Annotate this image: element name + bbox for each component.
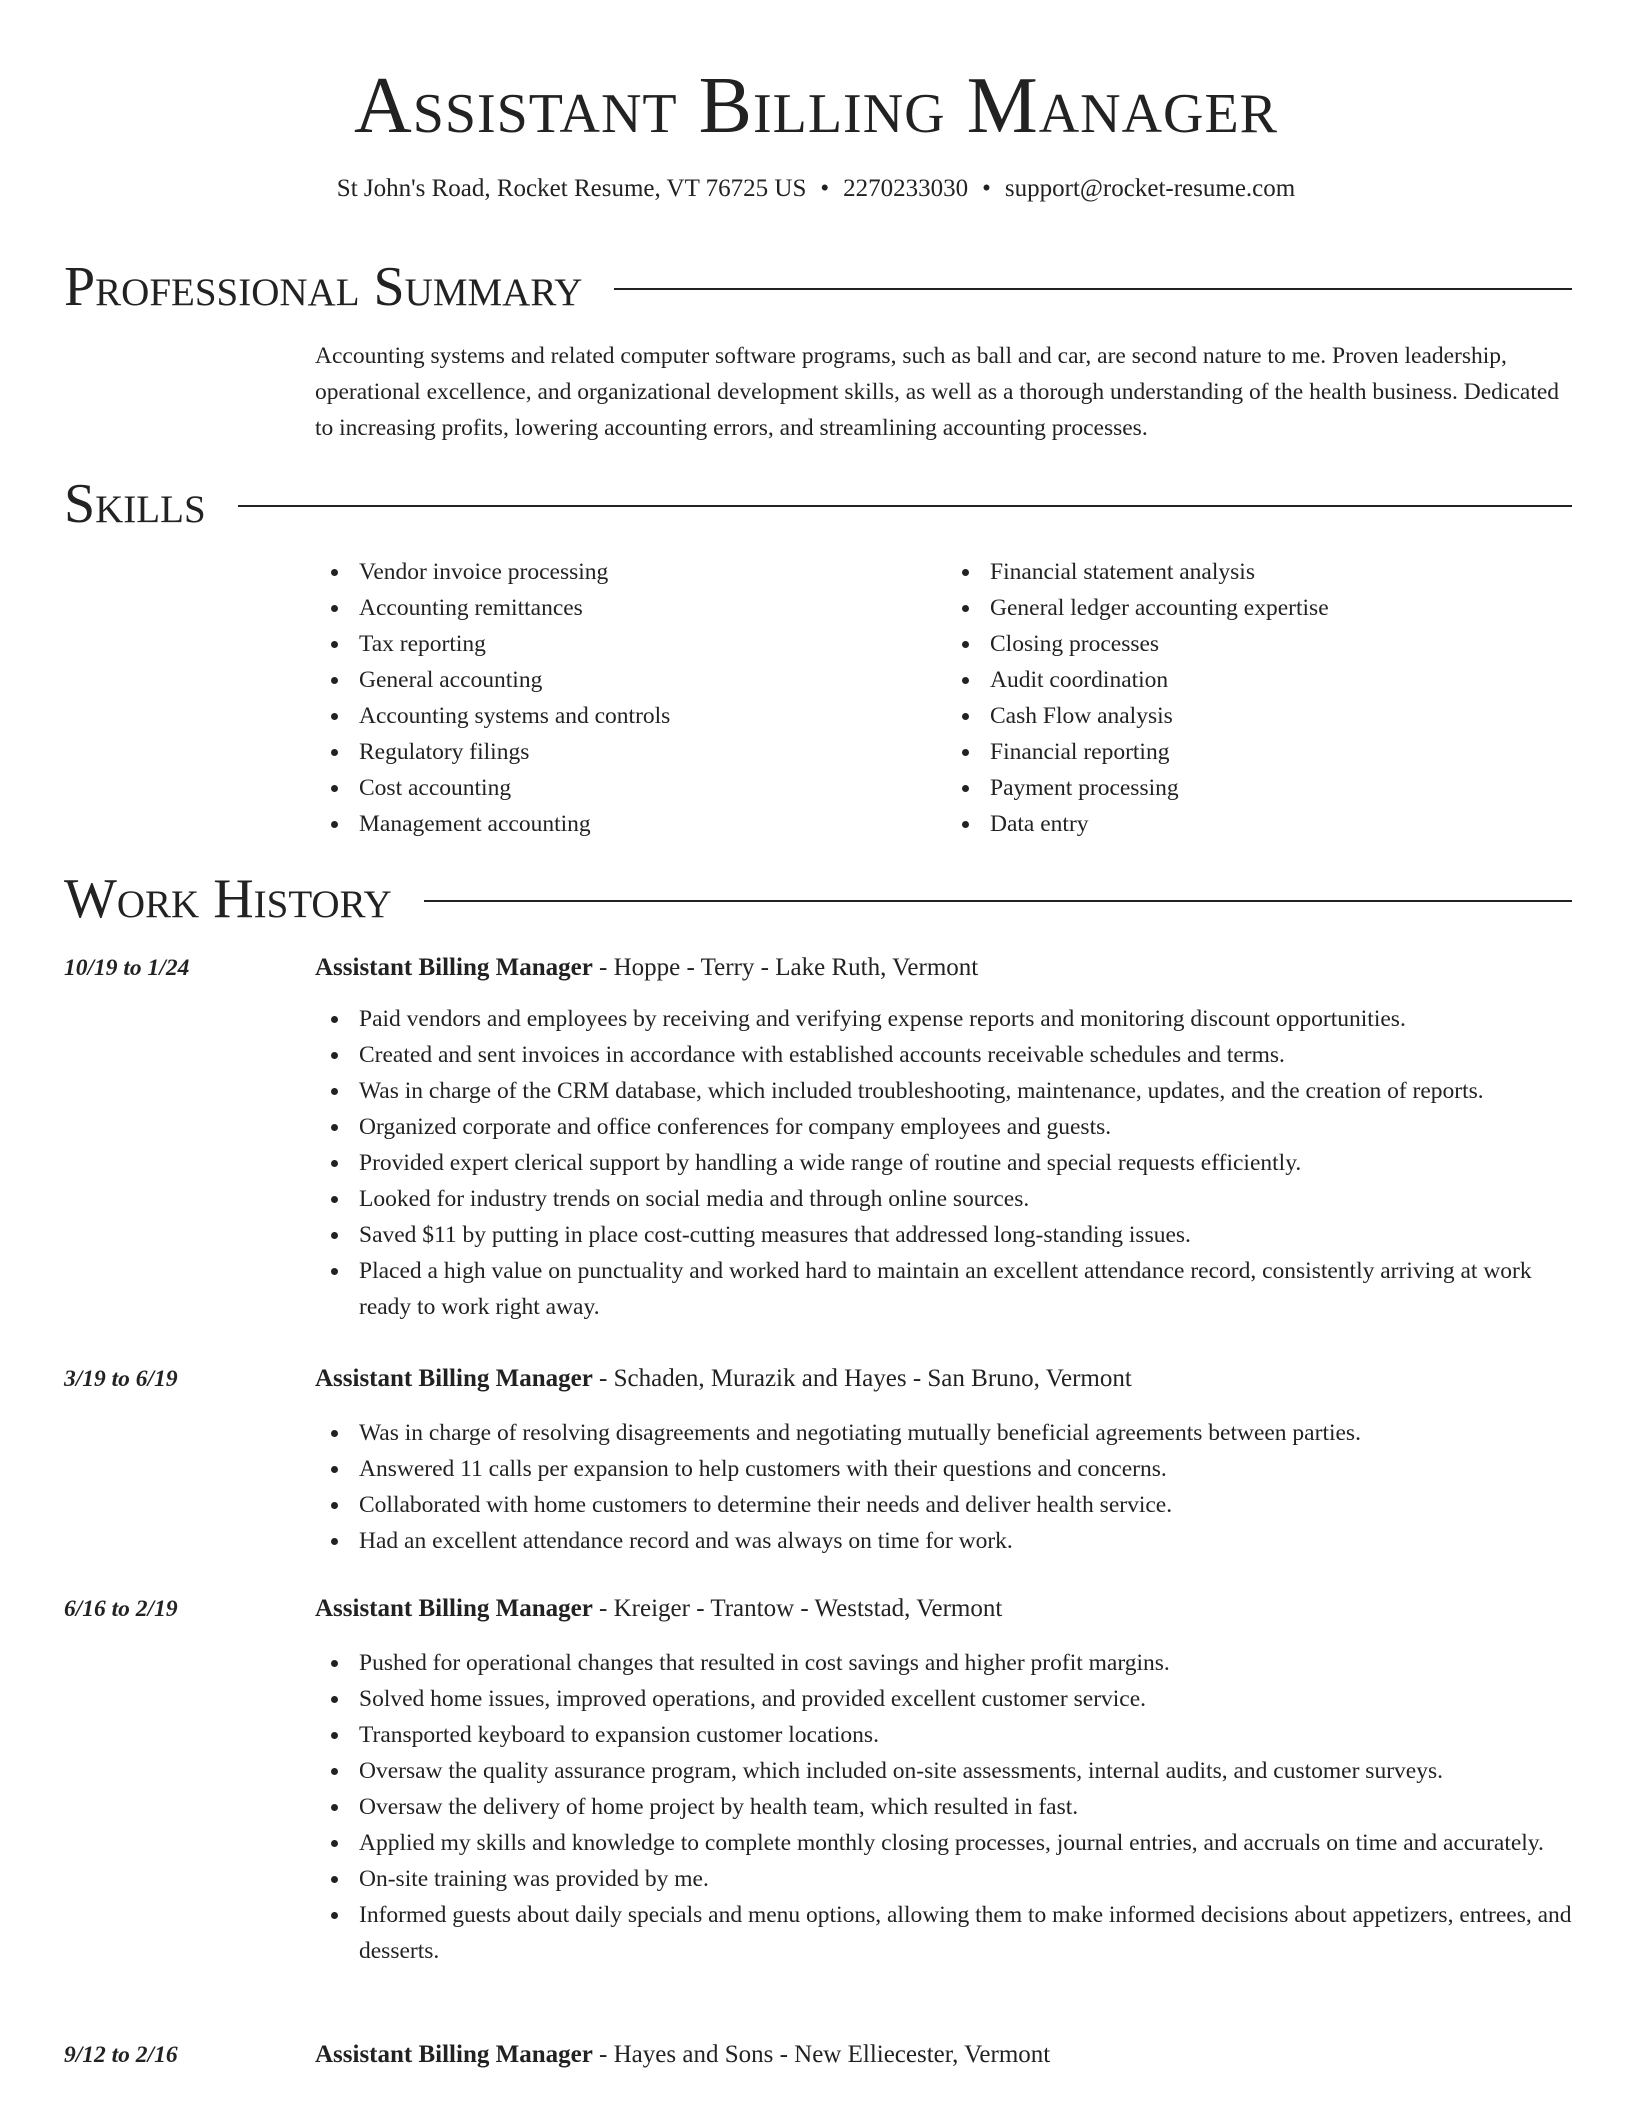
job-employer: - Kreiger - Trantow - Weststad, Vermont: [592, 1595, 1003, 1622]
job-title-line: [315, 1591, 1577, 1627]
contact-line: [0, 172, 1632, 206]
skill-item: Audit coordination: [990, 662, 1577, 698]
skill-item: Financial statement analysis: [990, 554, 1577, 590]
job-bullet: Provided expert clerical support by handling a wide range of routine and special requests efficiently.: [359, 1145, 1577, 1181]
skill-item: Accounting remittances: [359, 590, 946, 626]
job-bullet: Solved home issues, improved operations, and provided excellent customer service.: [359, 1681, 1577, 1717]
job-bullet: Organized corporate and office conferences for company employees and guests.: [359, 1109, 1577, 1145]
skill-item: Tax reporting: [359, 626, 946, 662]
job-title-line: [315, 2037, 1577, 2073]
skill-item: Payment processing: [990, 770, 1577, 806]
job-bullet: Saved $11 by putting in place cost-cutting measures that addressed long-standing issues.: [359, 1217, 1577, 1253]
skills-list-left: [315, 554, 946, 842]
job-bullet: On-site training was provided by me.: [359, 1861, 1577, 1897]
skills-columns: [315, 554, 1577, 842]
job-title: Assistant Billing Manager: [315, 1595, 593, 1622]
job-title-line: [315, 1361, 1577, 1397]
skills-list-right: [946, 554, 1577, 842]
job-bullet: Transported keyboard to expansion customer locations.: [359, 1717, 1577, 1753]
job-bullet: Had an excellent attendance record and was always on time for work.: [359, 1523, 1577, 1559]
skill-item: Regulatory filings: [359, 734, 946, 770]
job-employer: - Hoppe - Terry - Lake Ruth, Vermont: [592, 954, 979, 981]
job-bullet: Collaborated with home customers to determine their needs and deliver health service.: [359, 1487, 1577, 1523]
job-bullet: Was in charge of the CRM database, which included troubleshooting, maintenance, updates, and the creation of reports.: [359, 1073, 1577, 1109]
job-bullets: [315, 1415, 1577, 1559]
job-bullet: Informed guests about daily specials and menu options, allowing them to make informed decisions about appetizers, entrees, and desserts.: [359, 1897, 1577, 1969]
job-title: Assistant Billing Manager: [315, 1365, 593, 1392]
job-bullet: Looked for industry trends on social media and through online sources.: [359, 1181, 1577, 1217]
skill-item: Cost accounting: [359, 770, 946, 806]
job-bullet: Applied my skills and knowledge to complete monthly closing processes, journal entries, and accruals on time and accurately.: [359, 1825, 1577, 1861]
job-bullet: Placed a high value on punctuality and worked hard to maintain an excellent attendance record, consistently arriving at work ready to work right away.: [359, 1253, 1577, 1325]
skill-item: Closing processes: [990, 626, 1577, 662]
job-bullets: [315, 1645, 1577, 1969]
job-employer: - Schaden, Murazik and Hayes - San Bruno, Vermont: [592, 1365, 1132, 1392]
skill-item: General accounting: [359, 662, 946, 698]
job-bullet: Pushed for operational changes that resulted in cost savings and higher profit margins.: [359, 1645, 1577, 1681]
skills-heading: Skills: [64, 473, 206, 535]
job-dates: 6/16 to 2/19: [64, 1596, 178, 1622]
summary-text: Accounting systems and related computer software programs, such as ball and car, are second nature to me. Proven leadership, operational excellence, and organizational development skills, as well as a thorough understanding of the health business. Dedicated to increasing profits, lowering accounting errors, and streamlining accounting processes.: [315, 343, 1560, 441]
job-bullet: Was in charge of resolving disagreements and negotiating mutually beneficial agreements between parties.: [359, 1415, 1577, 1451]
resume-name: Assistant Billing Manager: [353, 62, 1279, 150]
section-divider: [238, 505, 1572, 507]
job-bullets: [315, 1001, 1577, 1325]
contact-separator: •: [982, 175, 991, 202]
job-title-line: [315, 950, 1577, 986]
skill-item: Accounting systems and controls: [359, 698, 946, 734]
section-divider: [424, 900, 1572, 902]
work-history-section-header: [64, 866, 1572, 932]
contact-separator: •: [820, 175, 830, 202]
job-employer: - Hayes and Sons - New Elliecester, Vermont: [592, 2041, 1051, 2068]
job-bullet: Created and sent invoices in accordance with established accounts receivable schedules and terms.: [359, 1037, 1577, 1073]
skill-item: Cash Flow analysis: [990, 698, 1577, 734]
contact-address: St John's Road, Rocket Resume, VT 76725 US: [336, 175, 807, 202]
job-bullet: Oversaw the quality assurance program, which included on-site assessments, internal audits, and customer surveys.: [359, 1753, 1577, 1789]
skill-item: Management accounting: [359, 806, 946, 842]
contact-email: support@rocket-resume.com: [1004, 175, 1296, 202]
job-bullet: Paid vendors and employees by receiving and verifying expense reports and monitoring discount opportunities.: [359, 1001, 1577, 1037]
job-dates: 9/12 to 2/16: [64, 2042, 178, 2068]
job-dates: 3/19 to 6/19: [64, 1366, 178, 1392]
skill-item: Financial reporting: [990, 734, 1577, 770]
contact-phone: 2270233030: [843, 175, 969, 202]
section-divider: [614, 288, 1572, 290]
job-dates: 10/19 to 1/24: [64, 955, 190, 981]
skill-item: Vendor invoice processing: [359, 554, 946, 590]
skills-section-header: [64, 471, 1572, 537]
job-title: Assistant Billing Manager: [315, 954, 593, 981]
summary-heading: Professional Summary: [64, 256, 583, 318]
job-title: Assistant Billing Manager: [315, 2041, 593, 2068]
skill-item: Data entry: [990, 806, 1577, 842]
job-bullet: Oversaw the delivery of home project by health team, which resulted in fast.: [359, 1789, 1577, 1825]
work-history-heading: Work History: [64, 868, 392, 930]
summary-section-header: [64, 254, 1572, 320]
job-bullet: Answered 11 calls per expansion to help customers with their questions and concerns.: [359, 1451, 1577, 1487]
skill-item: General ledger accounting expertise: [990, 590, 1577, 626]
